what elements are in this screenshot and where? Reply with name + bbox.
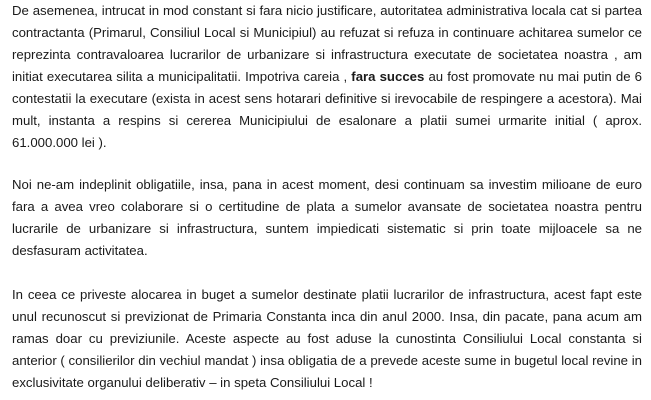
text-line: 61.000.000 lei ). — [12, 135, 107, 150]
text-line: desfasuram activitatea. — [12, 243, 148, 258]
text-line: lucrarile de urbanizare si infrastructura, suntem impiedicati sistematic si prin toate mijloacele sa ne — [12, 221, 642, 236]
text-line: initiat executarea silita a municipalitatii. Impotriva careia , fara succes au fost promovate nu mai putin de 6 — [12, 69, 642, 84]
text-line: Noi ne-am indeplinit obligatiile, insa, pana in acest moment, desi continuam sa investim milioane de euro — [12, 177, 642, 192]
text-line: exclusivitate organului deliberativ – in speta Consiliului Local ! — [12, 375, 373, 390]
text-line: unul recunoscut si previzionat de Primaria Constanta inca din anul 2000. Insa, din pacate, pana acum am — [12, 309, 642, 324]
text-line: ramas doar cu previziunile. Aceste aspecte au fost aduse la cunostinta Consiliului Local constanta si — [12, 331, 642, 346]
text-line: contestatii la executare (exista in acest sens hotarari definitive si irevocabile de respingere a acestora). Mai — [12, 91, 642, 106]
text-line: reprezinta contravaloarea lucrarilor de urbanizare si infrastructura executate de societatea noastra , am — [12, 47, 642, 62]
text-line: fara a avea vreo colaborare si o certitudine de plata a sumelor avansate de societatea noastra pentru — [12, 199, 642, 214]
text-line: mult, instanta a respins si cererea Municipiului de esalonare a platii sumei urmarite initial ( aprox. — [12, 113, 642, 128]
bold-phrase: fara succes — [351, 69, 425, 84]
text-line: contractanta (Primarul, Consiliul Local si Municipiul) au refuzat si refuza in continuare achitarea sumelor ce — [12, 25, 642, 40]
text-line: De asemenea, intrucat in mod constant si fara nicio justificare, autoritatea administrativa locala cat si partea — [12, 3, 642, 18]
text-line: anterior ( consilierilor din vechiul mandat ) insa obligatia de a prevede aceste sume in bugetul local revine in — [12, 353, 642, 368]
text-line: In ceea ce priveste alocarea in buget a sumelor destinate platii lucrarilor de infrastructura, acest fapt este — [12, 287, 642, 302]
